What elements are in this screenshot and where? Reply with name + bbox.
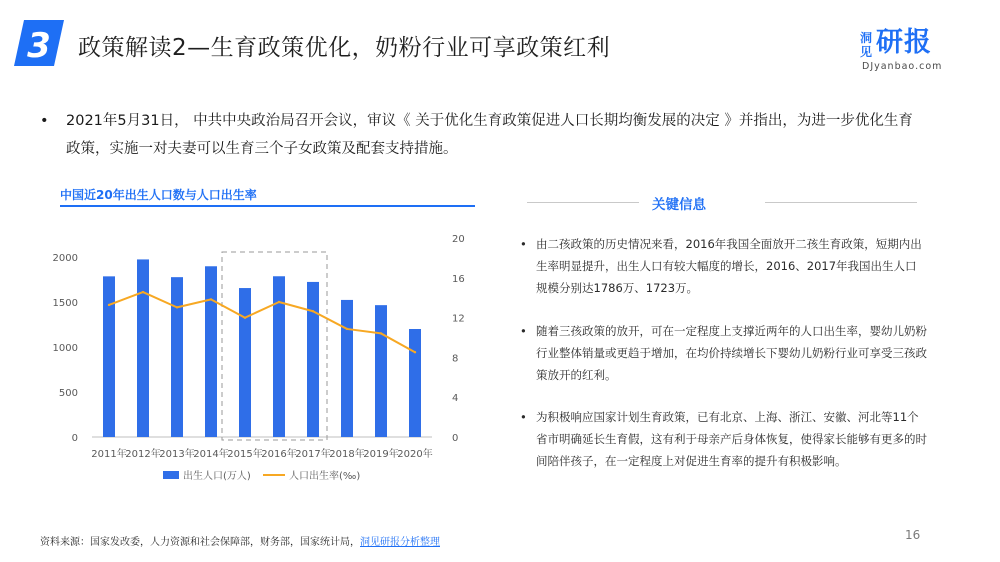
line-point xyxy=(210,298,212,300)
logo-small-text: 洞见 xyxy=(860,31,873,59)
key-info-text: 由二孩政策的历史情况来看，2016年我国全面放开二孩生育政策，短期内出生率明显提升，出生人口有较大幅度的增长，2016、2017年我国出生人口规模分别达1786万、1723万。 xyxy=(536,237,922,295)
x-tick-label: 2019年 xyxy=(363,449,399,460)
y-right-tick-label: 20 xyxy=(452,234,465,245)
logo-big-text: 研报 xyxy=(876,27,932,58)
x-tick-label: 2018年 xyxy=(329,449,365,460)
x-tick-label: 2016年 xyxy=(261,449,297,460)
key-info-bullet: • xyxy=(520,237,527,251)
x-tick-label: 2011年 xyxy=(91,449,127,460)
bar xyxy=(409,329,421,437)
line-point xyxy=(108,304,110,306)
line-point xyxy=(278,301,280,303)
source-note xyxy=(40,533,440,548)
line-point xyxy=(142,291,144,293)
y-right-tick-label: 12 xyxy=(452,313,465,325)
x-tick-label: 2013年 xyxy=(159,449,195,460)
source-label: 资料来源：国家发改委，人力资源和社会保障部，财务部，国家统计局， xyxy=(40,537,360,548)
line-point xyxy=(312,310,314,312)
birth-rate-line xyxy=(109,292,415,352)
intro-bullet: • xyxy=(40,113,49,129)
x-tick-label: 2014年 xyxy=(193,449,229,460)
y-left-tick-label: 1000 xyxy=(52,343,78,354)
bar xyxy=(137,259,149,437)
bar xyxy=(171,277,183,437)
y-right-tick-label: 4 xyxy=(452,393,459,405)
key-info-text: 随着三孩政策的放开，可在一定程度上支撑近两年的人口出生率，婴幼儿奶粉行业整体销量或更趋于增加，在均价持续增长下婴幼儿奶粉行业可享受三孩政策放开的红利。 xyxy=(536,324,927,382)
page-title: 政策解读2—生育政策优化，奶粉行业可享政策红利 xyxy=(78,35,611,61)
intro-text: 2021年5月31日， 中共中央政治局召开会议，审议《 关于优化生育政策促进人口长期均衡发展的决定 》并指出，为进一步优化生育政策，实施一对夫妻可以生育三个子女政策及配套支持措施。 xyxy=(66,113,913,157)
bar xyxy=(205,266,217,437)
x-tick-label: 2020年 xyxy=(397,449,433,460)
line-point xyxy=(176,306,178,308)
legend-label-line: 人口出生率(‰) xyxy=(289,471,361,482)
logo-domain: DJyanbao.com xyxy=(862,61,943,72)
bar xyxy=(341,300,353,437)
y-left-tick-label: 2000 xyxy=(52,253,78,264)
y-left-tick-label: 1500 xyxy=(52,298,78,309)
x-tick-label: 2017年 xyxy=(295,449,331,460)
page-number: 16 xyxy=(905,528,921,542)
y-right-tick-label: 16 xyxy=(452,273,465,285)
x-tick-label: 2015年 xyxy=(227,449,263,460)
chart-title: 中国近20年出生人口数与人口出生率 xyxy=(60,188,257,202)
legend-label-bar: 出生人口(万人) xyxy=(183,471,251,482)
y-left-tick-label: 0 xyxy=(71,433,78,444)
line-point xyxy=(380,332,382,334)
key-info-bullet: • xyxy=(520,324,527,338)
key-info-title: 关键信息 xyxy=(652,197,706,213)
y-left-tick-label: 500 xyxy=(58,388,78,399)
key-info-divider-right xyxy=(765,202,917,203)
x-tick-label: 2012年 xyxy=(125,449,161,460)
key-info-text: 为积极响应国家计划生育政策，已有北京、上海、浙江、安徽、河北等11个省市明确延长生育假，这有利于母亲产后身体恢复，使得家长能够有更多的时间陪伴孩子，在一定程度上对促进生育率的提升有积极影响。 xyxy=(536,410,927,468)
y-right-tick-label: 0 xyxy=(452,433,459,444)
line-point xyxy=(244,316,246,318)
bar xyxy=(273,276,285,437)
legend-swatch-bar xyxy=(163,471,179,479)
key-info-divider-left xyxy=(527,202,639,203)
section-number: 3 xyxy=(27,26,51,66)
line-point xyxy=(414,351,416,353)
bar xyxy=(307,282,319,437)
bar xyxy=(103,276,115,437)
y-right-tick-label: 8 xyxy=(452,353,459,365)
line-point xyxy=(346,328,348,330)
bar xyxy=(239,288,251,437)
bar xyxy=(375,305,387,437)
key-info-bullet: • xyxy=(520,410,527,424)
source-link[interactable]: 洞见研报分析整理 xyxy=(360,537,440,548)
